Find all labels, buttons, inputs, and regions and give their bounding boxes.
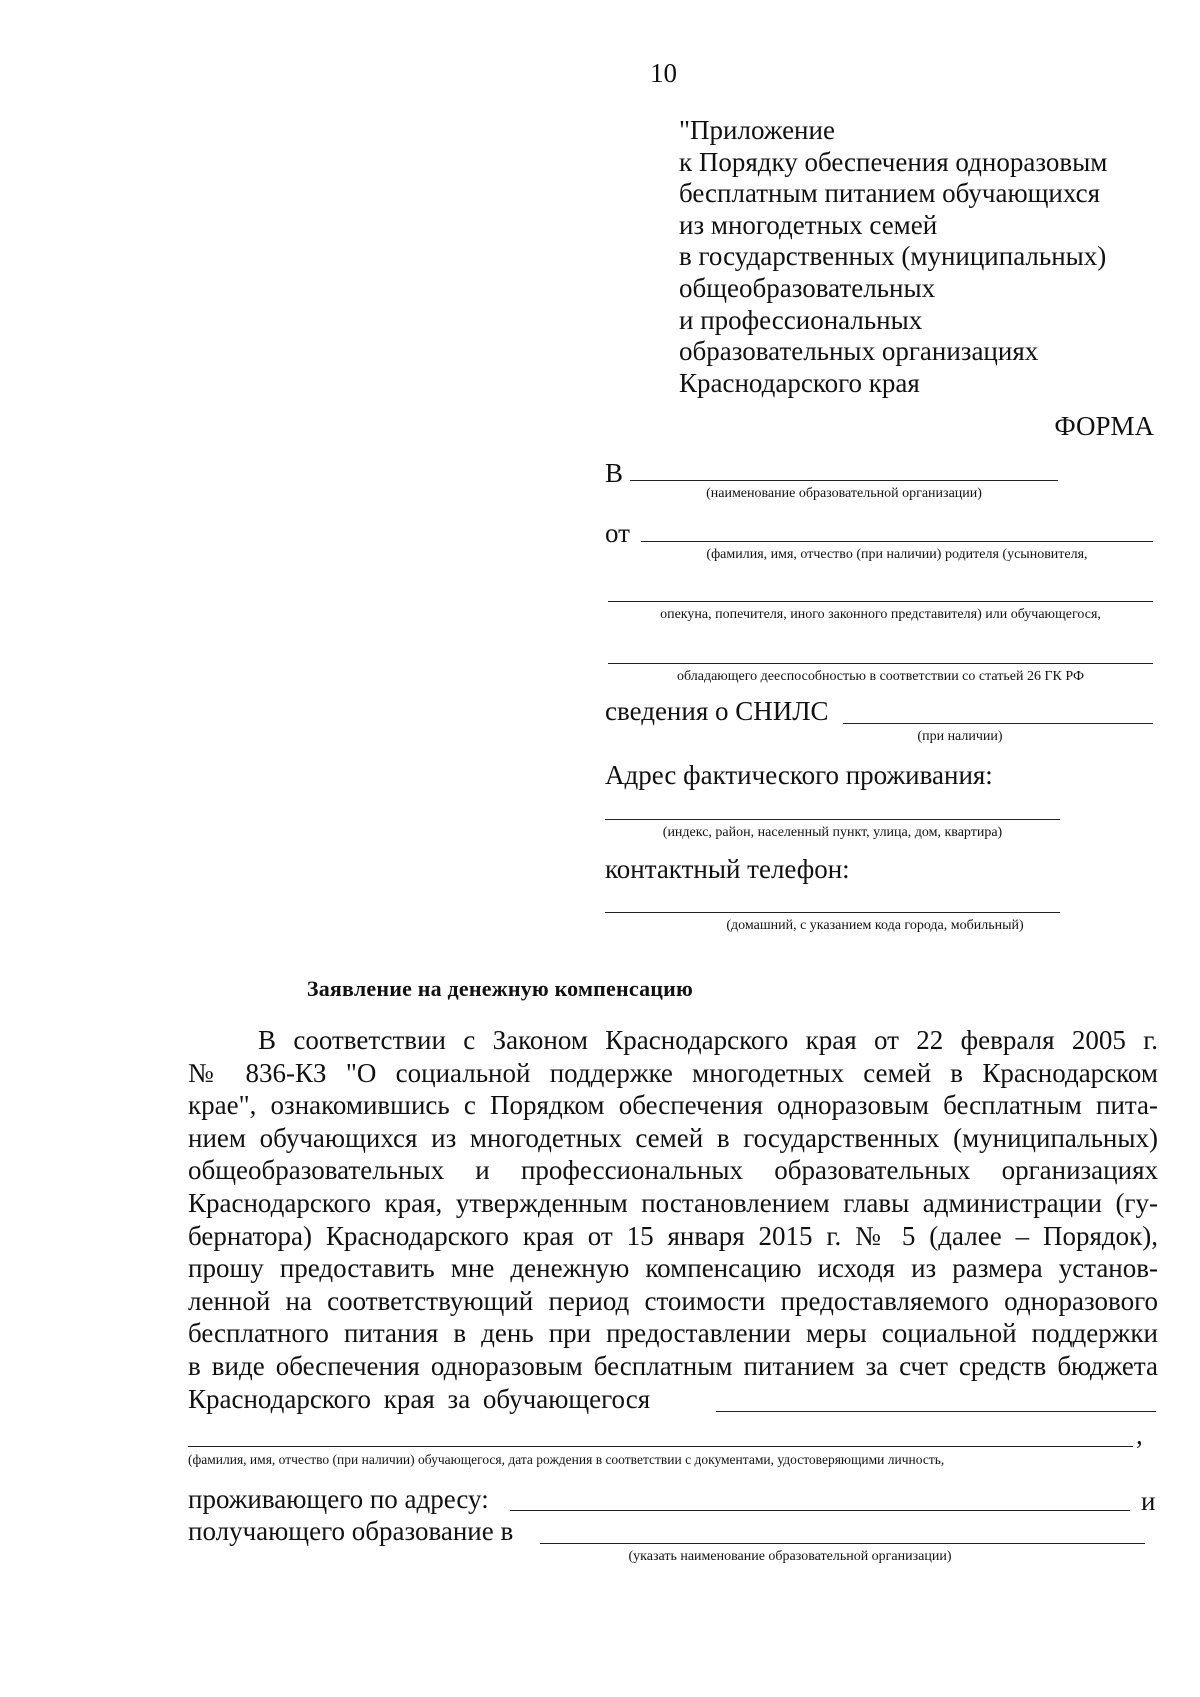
appendix-line: общеобразовательных — [679, 272, 936, 303]
snils-label: сведения о СНИЛС — [605, 696, 829, 726]
address-label: Адрес фактического проживания: — [605, 760, 993, 790]
page-number: 10 — [650, 58, 677, 88]
sender-field-2[interactable] — [608, 601, 1153, 602]
body-line: в виде обеспечения одноразовым бесплатным питанием за счет средств бюджета — [188, 1350, 1158, 1381]
sender-field-3[interactable] — [608, 663, 1153, 664]
appendix-line: Краснодарского края — [679, 367, 920, 398]
education-caption: (указать наименование образовательной организации) — [628, 1549, 952, 1564]
education-field[interactable] — [540, 1543, 1145, 1544]
residence-field[interactable] — [510, 1510, 1130, 1511]
body-line: крае", ознакомившись с Порядком обеспечения одноразовым бесплатным пита- — [188, 1090, 1158, 1121]
phone-caption: (домашний, с указанием кода города, мобильный) — [726, 918, 1024, 933]
education-label: получающего образование в — [188, 1516, 514, 1546]
student-comma: , — [1136, 1420, 1143, 1450]
body-line: общеобразовательных и профессиональных образовательных организациях — [188, 1155, 1158, 1186]
recipient-prefix: В — [605, 458, 624, 488]
body-line: прошу предоставить мне денежную компенсацию исходя из размера установ- — [188, 1253, 1158, 1284]
recipient-field[interactable] — [630, 480, 1058, 481]
snils-field[interactable] — [843, 723, 1153, 724]
phone-label: контактный телефон: — [605, 854, 850, 884]
appendix-line: к Порядку обеспечения одноразовым — [679, 146, 1108, 177]
form-label: ФОРМА — [1054, 411, 1154, 441]
address-field[interactable] — [605, 819, 1060, 820]
body-line: бернатора) Краснодарского края от 15 января 2015 г. № 5 (далее – Порядок), — [188, 1220, 1158, 1251]
appendix-header — [679, 115, 1107, 399]
student-caption: (фамилия, имя, отчество (при наличии) обучающегося, дата рождения в соответствии с документами, удостоверяющими личность, — [188, 1452, 945, 1467]
appendix-line: в государственных (муниципальных) — [679, 241, 1107, 272]
residence-and: и — [1141, 1486, 1156, 1516]
student-field-2[interactable] — [188, 1446, 1133, 1447]
address-caption: (индекс, район, населенный пункт, улица, дом, квартира) — [662, 825, 1003, 840]
body-line: В соответствии с Законом Краснодарского края от 22 февраля 2005 г. — [258, 1025, 1158, 1055]
sender-prefix: от — [605, 518, 630, 548]
body-line: № 836-КЗ "О социальной поддержке многодетных семей в Краснодарском — [188, 1057, 1158, 1088]
appendix-line: бесплатным питанием обучающихся — [679, 178, 1100, 209]
statement-body — [188, 1024, 1158, 1383]
student-field-1[interactable] — [716, 1411, 1156, 1412]
body-line: бесплатного питания в день при предоставлении меры социальной поддержки — [188, 1318, 1158, 1349]
sender-field[interactable] — [641, 541, 1153, 542]
appendix-line: из многодетных семей — [679, 209, 938, 240]
sender-caption-3: обладающего дееспособностью в соответствии со статьей 26 ГК РФ — [677, 669, 1084, 684]
body-line: ленной на соответствующий период стоимости предоставляемого одноразового — [188, 1285, 1158, 1316]
recipient-caption: (наименование образовательной организации) — [706, 486, 982, 501]
student-line-label: Краснодарского края за обучающегося — [188, 1384, 651, 1414]
body-line: Краснодарского края, утвержденным постановлением главы администрации (гу- — [188, 1187, 1158, 1218]
body-line: нием обучающихся из многодетных семей в государственных (муниципальных) — [188, 1122, 1158, 1153]
sender-caption-2: опекуна, попечителя, иного законного представителя) или обучающегося, — [660, 607, 1101, 622]
phone-field[interactable] — [605, 912, 1060, 913]
appendix-line: "Приложение — [679, 115, 835, 145]
appendix-line: и профессиональных — [679, 304, 923, 335]
snils-caption: (при наличии) — [917, 729, 1003, 744]
residence-label: проживающего по адресу: — [188, 1484, 489, 1514]
sender-caption-1: (фамилия, имя, отчество (при наличии) родителя (усыновителя, — [706, 547, 1088, 562]
document-title: Заявление на денежную компенсацию — [306, 976, 694, 1001]
appendix-line: образовательных организациях — [679, 336, 1039, 367]
